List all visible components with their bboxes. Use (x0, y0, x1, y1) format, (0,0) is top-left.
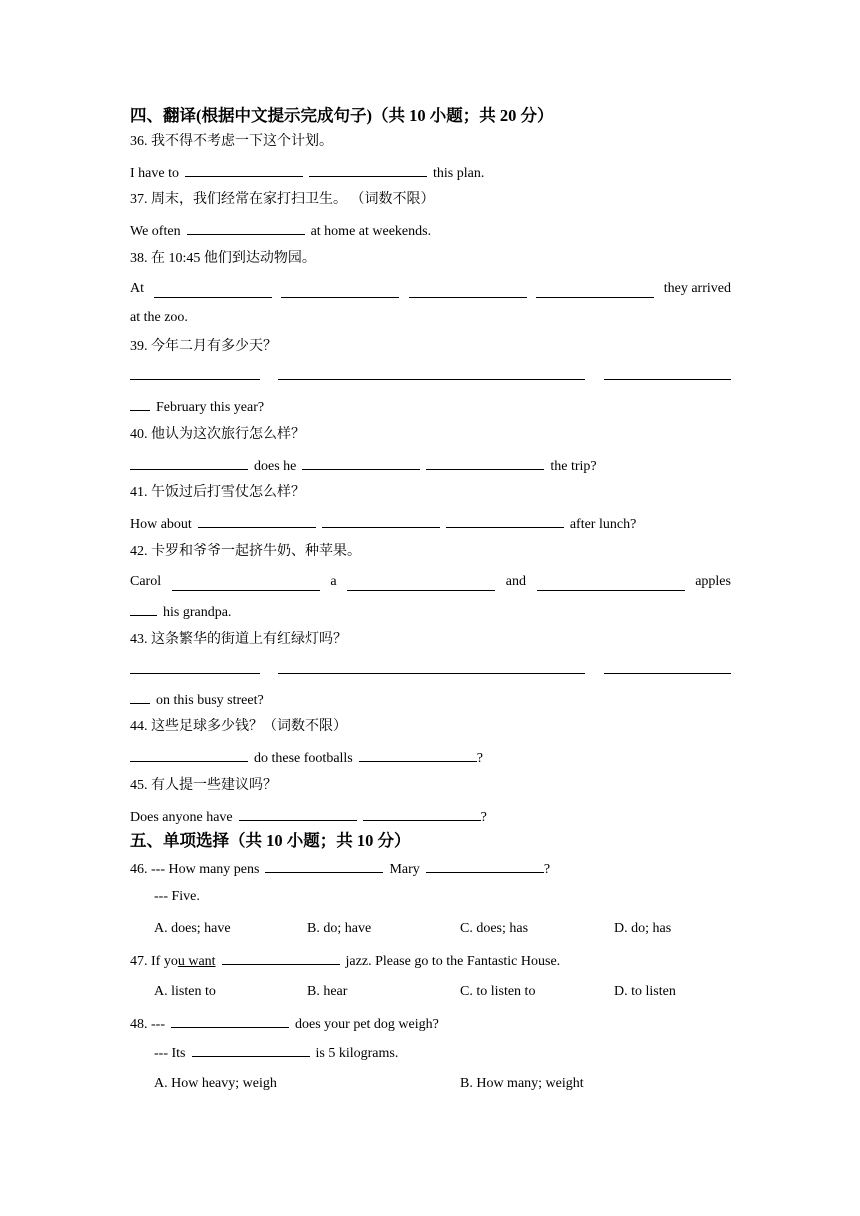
answer-text: How about (130, 517, 192, 532)
question-46-reply: --- Five. (154, 889, 200, 904)
option-a[interactable]: A. How heavy; weigh (154, 1076, 277, 1091)
question-40-prompt: 40. 他认为这次旅行怎么样？ (130, 427, 305, 442)
option-a[interactable]: A. does; have (154, 921, 231, 936)
answer-blank (130, 602, 157, 616)
answer-text: do these footballs (254, 751, 353, 766)
answer-blank (130, 397, 150, 411)
answer-text: apples (695, 574, 731, 589)
answer-blank (281, 284, 399, 298)
answer-text: At (130, 281, 144, 296)
question-44-answer-line (130, 748, 483, 768)
answer-blank (359, 748, 477, 762)
answer-text: at home at weekends. (310, 224, 432, 239)
answer-blank (171, 1014, 289, 1028)
option-c[interactable]: C. to listen to (460, 984, 536, 999)
answer-blank (426, 859, 544, 873)
answer-blank (185, 163, 303, 177)
answer-text: does he (254, 459, 297, 474)
section-5-heading: 五、单项选择（共 10 小题；共 10 分） (130, 831, 411, 850)
section-4-heading: 四、翻译(根据中文提示完成句子)（共 10 小题；共 20 分） (130, 106, 554, 125)
option-b[interactable]: B. How many; weight (460, 1076, 584, 1091)
answer-blank (278, 379, 585, 380)
answer-blank (187, 221, 305, 235)
option-a[interactable]: A. listen to (154, 984, 216, 999)
question-47-stem (130, 951, 560, 971)
answer-text: Does anyone have (130, 810, 233, 825)
answer-text: Carol (130, 574, 162, 589)
stem-text: 48. --- (130, 1017, 165, 1032)
answer-blank (198, 514, 316, 528)
answer-text: ? (480, 810, 487, 825)
option-b[interactable]: B. hear (307, 984, 348, 999)
answer-blank (130, 456, 248, 470)
answer-text: ? (476, 751, 483, 766)
answer-blank (537, 577, 685, 591)
stem-text: is 5 kilograms. (315, 1046, 399, 1061)
stem-text: 46. --- How many pens (130, 862, 260, 877)
question-41-answer-line (130, 514, 636, 534)
option-d[interactable]: D. to listen (614, 984, 676, 999)
question-38-answer-continued: at the zoo. (130, 310, 188, 325)
question-43-prompt: 43. 这条繁华的街道上有红绿灯吗？ (130, 632, 347, 647)
answer-blank (239, 807, 357, 821)
answer-text: they arrived (663, 281, 731, 296)
question-37-answer-line (130, 221, 431, 241)
answer-text: the trip? (550, 459, 597, 474)
question-43-answer-continued (130, 690, 264, 710)
question-42-answer-line (130, 573, 731, 591)
answer-text: on this busy street? (156, 693, 264, 708)
option-b[interactable]: B. do; have (307, 921, 372, 936)
answer-text: February this year? (156, 400, 265, 415)
stem-underlined-text: u want (177, 954, 216, 969)
answer-blank (426, 456, 544, 470)
question-44-prompt: 44. 这些足球多少钱？（词数不限） (130, 719, 347, 734)
stem-text: --- Its (154, 1046, 186, 1061)
question-42-answer-continued (130, 602, 231, 622)
question-45-prompt: 45. 有人提一些建议吗？ (130, 778, 277, 793)
answer-blank (172, 577, 320, 591)
answer-blank (278, 673, 585, 674)
stem-text: does your pet dog weigh? (295, 1017, 439, 1032)
question-39-answer-continued (130, 397, 264, 417)
option-c[interactable]: C. does; has (460, 921, 529, 936)
answer-blank (265, 859, 383, 873)
answer-blank (409, 284, 527, 298)
stem-text: 47. If yo (130, 954, 178, 969)
answer-blank (130, 673, 260, 674)
answer-blank (536, 284, 654, 298)
question-48-stem (130, 1014, 439, 1034)
answer-blank (347, 577, 495, 591)
question-36-prompt: 36. 我不得不考虑一下这个计划。 (130, 134, 333, 149)
answer-blank (309, 163, 427, 177)
answer-blank (130, 379, 260, 380)
question-36-answer-line (130, 163, 484, 183)
answer-blank (604, 673, 731, 674)
question-48-reply (154, 1043, 398, 1063)
question-38-prompt: 38. 在 10:45 他们到达动物园。 (130, 251, 316, 266)
question-46-stem (130, 859, 550, 879)
option-d[interactable]: D. do; has (614, 921, 672, 936)
answer-blank (363, 807, 481, 821)
answer-blank (446, 514, 564, 528)
answer-blank (222, 951, 340, 965)
answer-text: this plan. (432, 166, 485, 181)
question-39-prompt: 39. 今年二月有多少天？ (130, 339, 277, 354)
question-42-prompt: 42. 卡罗和爷爷一起挤牛奶、种苹果。 (130, 544, 361, 559)
answer-blank (130, 748, 248, 762)
stem-text: ? (543, 862, 551, 877)
question-41-prompt: 41. 午饭过后打雪仗怎么样？ (130, 485, 305, 500)
answer-text: a (330, 574, 337, 589)
answer-text: his grandpa. (163, 605, 232, 620)
answer-blank (192, 1043, 310, 1057)
question-40-answer-line (130, 456, 597, 476)
answer-blank (130, 690, 150, 704)
answer-blank (154, 284, 272, 298)
answer-text: I have to (130, 166, 179, 181)
stem-text: Mary (389, 862, 420, 877)
answer-text: We often (130, 224, 181, 239)
answer-blank (302, 456, 420, 470)
answer-text: after lunch? (569, 517, 637, 532)
question-37-prompt: 37. 周末，我们经常在家打扫卫生。 （词数不限） (130, 192, 435, 207)
stem-text: jazz. Please go to the Fantastic House. (345, 954, 561, 969)
question-45-answer-line (130, 807, 487, 827)
answer-blank (604, 379, 731, 380)
question-38-answer-line (130, 280, 731, 298)
answer-text: and (505, 574, 526, 589)
answer-blank (322, 514, 440, 528)
